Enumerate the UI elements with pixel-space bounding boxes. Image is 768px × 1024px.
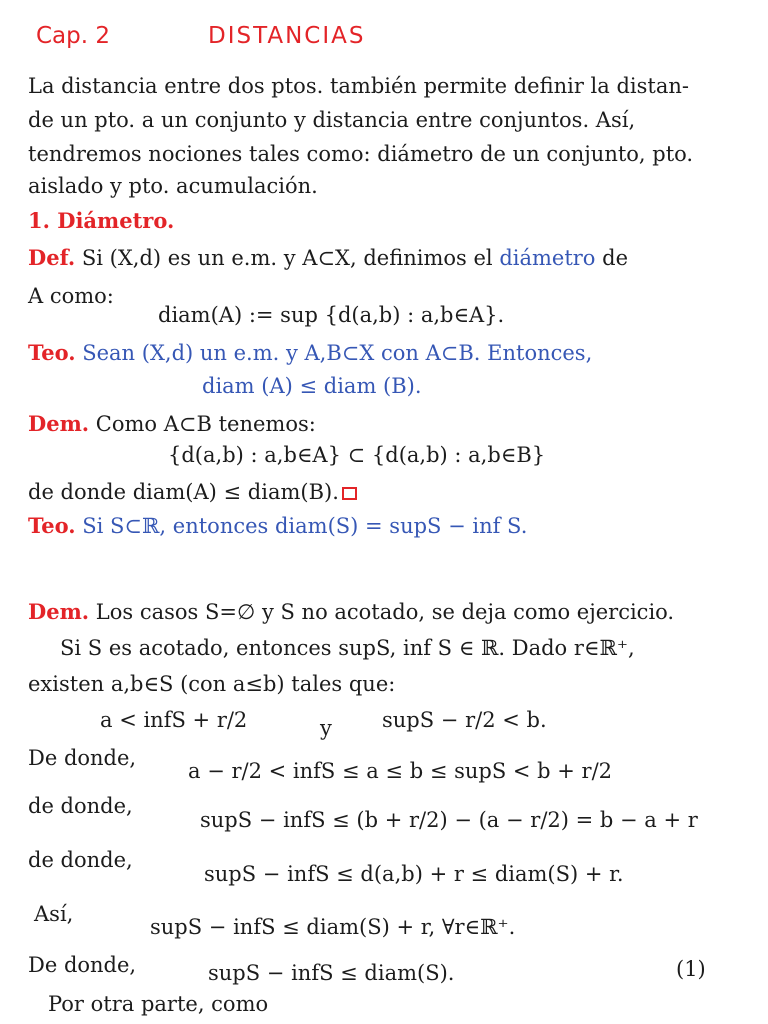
dem2-text: Los casos S=∅ y S no acotado, se deja como ejercicio. <box>95 600 675 624</box>
teo1-text: Sean (X,d) un e.m. y A,B⊂X con A⊂B. Entonces, <box>82 341 593 365</box>
proof-2-ineq-left: a < infS + r/2 <box>100 708 248 732</box>
dem1-text: Como A⊂B tenemos: <box>95 412 316 436</box>
proof-2-por-otra-parte: Por otra parte, como <box>48 992 269 1016</box>
def-text-a: Si (X,d) es un e.m. y A⊂X, definimos el <box>81 246 493 270</box>
definition-line-1 <box>28 244 628 272</box>
definition-line-2: A como: <box>28 284 114 308</box>
equation-number: (1) <box>676 957 706 981</box>
qed-square-icon <box>342 487 357 500</box>
proof-2-bound: supS − infS ≤ d(a,b) + r ≤ diam(S) + r. <box>204 862 624 886</box>
proof-2-asi: Así, <box>34 902 74 926</box>
teo2-label: Teo. <box>28 513 76 538</box>
proof-2-line-2: Si S es acotado, entonces supS, inf S ∈ ℝ. Dado r∈ℝ⁺, <box>60 636 635 660</box>
theorem-1-line-2: diam (A) ≤ diam (B). <box>202 374 422 398</box>
chapter-heading: Cap. 2 <box>36 23 111 49</box>
intro-line-2: de un pto. a un conjunto y distancia entre conjuntos. Así, <box>28 108 636 132</box>
def-term-diametro: diámetro <box>499 246 596 270</box>
section-heading-diametro: 1. Diámetro. <box>28 208 175 233</box>
proof-2-result: supS − infS ≤ diam(S). <box>208 961 455 985</box>
dem1-conclusion: de donde diam(A) ≤ diam(B). <box>28 480 339 504</box>
proof-2-dedonde-1: De donde, <box>28 746 137 770</box>
proof-2-line-1 <box>28 598 674 626</box>
proof-1-line-1 <box>28 410 316 438</box>
proof-2-dedonde-4: De donde, <box>28 953 137 977</box>
intro-line-1: La distancia entre dos ptos. también permite definir la distan- <box>28 74 689 98</box>
dem2-label: Dem. <box>28 599 90 624</box>
theorem-2-line <box>28 512 527 540</box>
teo1-label: Teo. <box>28 340 76 365</box>
dem1-label: Dem. <box>28 411 90 436</box>
proof-2-and: y <box>320 716 332 740</box>
proof-1-line-3 <box>28 478 357 506</box>
proof-2-dedonde-2: de donde, <box>28 794 133 818</box>
intro-line-3: tendremos nociones tales como: diámetro de un conjunto, pto. <box>28 142 694 166</box>
teo2-text: Si S⊂ℝ, entonces diam(S) = supS − inf S. <box>82 514 528 538</box>
def-label: Def. <box>28 245 76 270</box>
def-text-b: de <box>602 246 629 270</box>
proof-2-estimate: supS − infS ≤ (b + r/2) − (a − r/2) = b − a + r <box>200 808 698 832</box>
proof-1-line-2: {d(a,b) : a,b∈A} ⊂ {d(a,b) : a,b∈B} <box>168 443 546 467</box>
diameter-formula: diam(A) := sup {d(a,b) : a,b∈A}. <box>158 303 505 327</box>
proof-2-forall: supS − infS ≤ diam(S) + r, ∀r∈ℝ⁺. <box>150 915 516 939</box>
proof-2-ineq-right: supS − r/2 < b. <box>382 708 547 732</box>
proof-2-chain: a − r/2 < infS ≤ a ≤ b ≤ supS < b + r/2 <box>188 759 613 783</box>
intro-line-4: aislado y pto. acumulación. <box>28 174 318 198</box>
theorem-1-line-1 <box>28 339 592 367</box>
proof-2-line-3: existen a,b∈S (con a≤b) tales que: <box>28 672 396 696</box>
page-title: DISTANCIAS <box>208 23 366 49</box>
proof-2-dedonde-3: de donde, <box>28 848 133 872</box>
